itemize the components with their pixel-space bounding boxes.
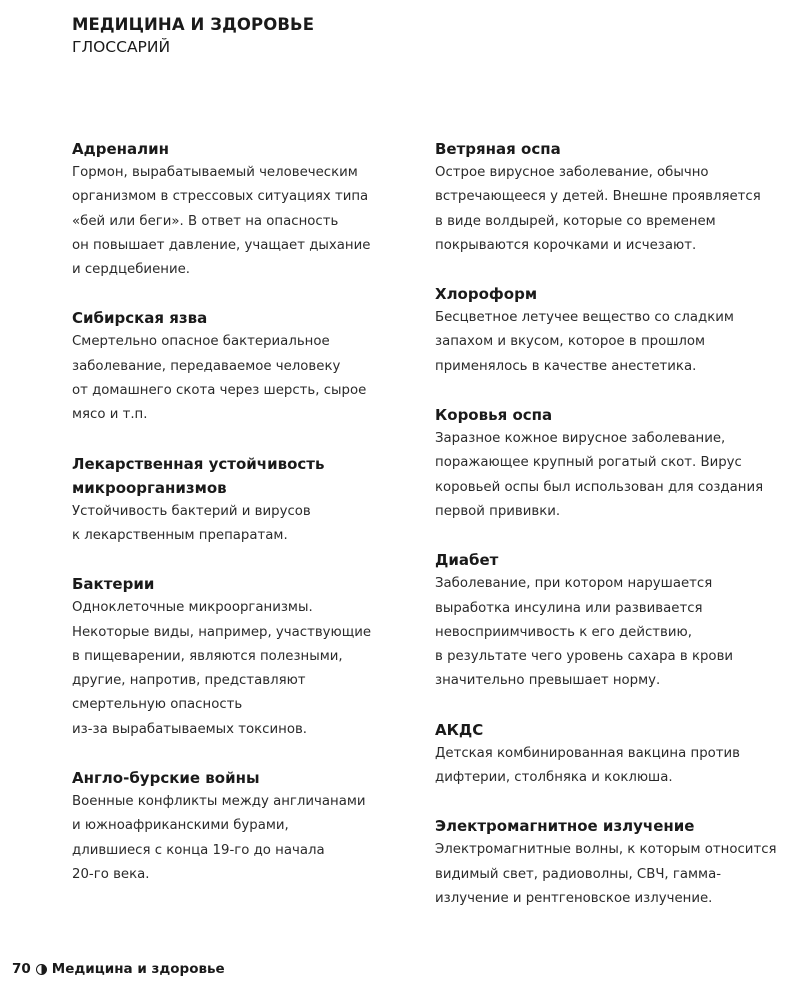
- glossary-entry: [72, 306, 402, 427]
- glossary-term: Англо-бурские войны: [72, 769, 260, 788]
- section-subtitle: ГЛОССАРИЙ: [72, 38, 171, 56]
- glossary-definition: Заболевание, при котором нарушается выработка инсулина или развивается невосприимчивость к его действию, в результате чего уровень сахара в крови значительно превышает норму.: [435, 576, 734, 689]
- glossary-entry: [435, 137, 780, 258]
- glossary-definition: Одноклеточные микроорганизмы. Некоторые виды, например, участвующие в пищеварении, являются полезными, другие, напротив, представляют смертельную опасность из-за вырабатываемых токсинов.: [72, 600, 372, 737]
- glossary-entry: [435, 403, 780, 524]
- glossary-definition: Острое вирусное заболевание, обычно встречающееся у детей. Внешне проявляется в виде волдырей, которые со временем покрываются корочками и исчезают.: [435, 165, 761, 253]
- glossary-definition: Устойчивость бактерий и вирусов к лекарственным препаратам.: [72, 503, 311, 543]
- section-title: МЕДИЦИНА И ЗДОРОВЬЕ: [72, 15, 315, 34]
- half-circle-icon: [36, 964, 47, 975]
- glossary-term: Лекарственная устойчивость микроорганизмов: [72, 454, 325, 497]
- glossary-term: Диабет: [435, 551, 499, 570]
- glossary-column-left: [72, 137, 402, 911]
- glossary-term: Бактерии: [72, 575, 155, 594]
- glossary-definition: Заразное кожное вирусное заболевание, поражающее крупный рогатый скот. Вирус коровьей оспы был использован для создания первой прививки.: [435, 431, 764, 519]
- glossary-entry: [72, 452, 402, 549]
- glossary-definition: Бесцветное летучее вещество со сладким запахом и вкусом, которое в прошлом применялось в качестве анестетика.: [435, 310, 734, 374]
- glossary-term: Электромагнитное излучение: [435, 817, 695, 836]
- glossary-entry: [72, 766, 402, 887]
- glossary-term: Сибирская язва: [72, 309, 208, 328]
- glossary-column-right: [435, 137, 780, 935]
- glossary-term: АКДС: [435, 720, 484, 739]
- footer-section-title: Медицина и здоровье: [51, 961, 225, 977]
- glossary-entry: [435, 718, 780, 791]
- page-header: [72, 14, 314, 58]
- glossary-term: Хлороформ: [435, 285, 538, 304]
- glossary-definition: Детская комбинированная вакцина против дифтерии, столбняка и коклюша.: [435, 745, 740, 786]
- glossary-entry: [72, 137, 402, 282]
- glossary-entry: [435, 548, 780, 693]
- glossary-definition: Гормон, вырабатываемый человеческим организмом в стрессовых ситуациях типа «бей или беги». В ответ на опасность он повышает давление, учащает дыхание и сердцебиение.: [72, 165, 371, 278]
- glossary-definition: Электромагнитные волны, к которым относится видимый свет, радиоволны, СВЧ, гамма- излучение и рентгеновское излучение.: [435, 842, 777, 906]
- page-number: 70: [12, 961, 31, 977]
- glossary-definition: Военные конфликты между англичанами и южноафриканскими бурами, длившиеся с конца 19-го до начала 20-го века.: [72, 794, 366, 882]
- glossary-definition: Смертельно опасное бактериальное заболевание, передаваемое человеку от домашнего скота через шерсть, сырое мясо и т.п.: [72, 334, 367, 423]
- glossary-term: Адреналин: [72, 140, 169, 158]
- glossary-entry: [435, 814, 780, 911]
- glossary-term: Ветряная оспа: [435, 140, 561, 158]
- glossary-entry: [72, 572, 402, 742]
- glossary-entry: [435, 282, 780, 379]
- glossary-term: Коровья оспа: [435, 406, 553, 425]
- page-footer: [12, 961, 225, 977]
